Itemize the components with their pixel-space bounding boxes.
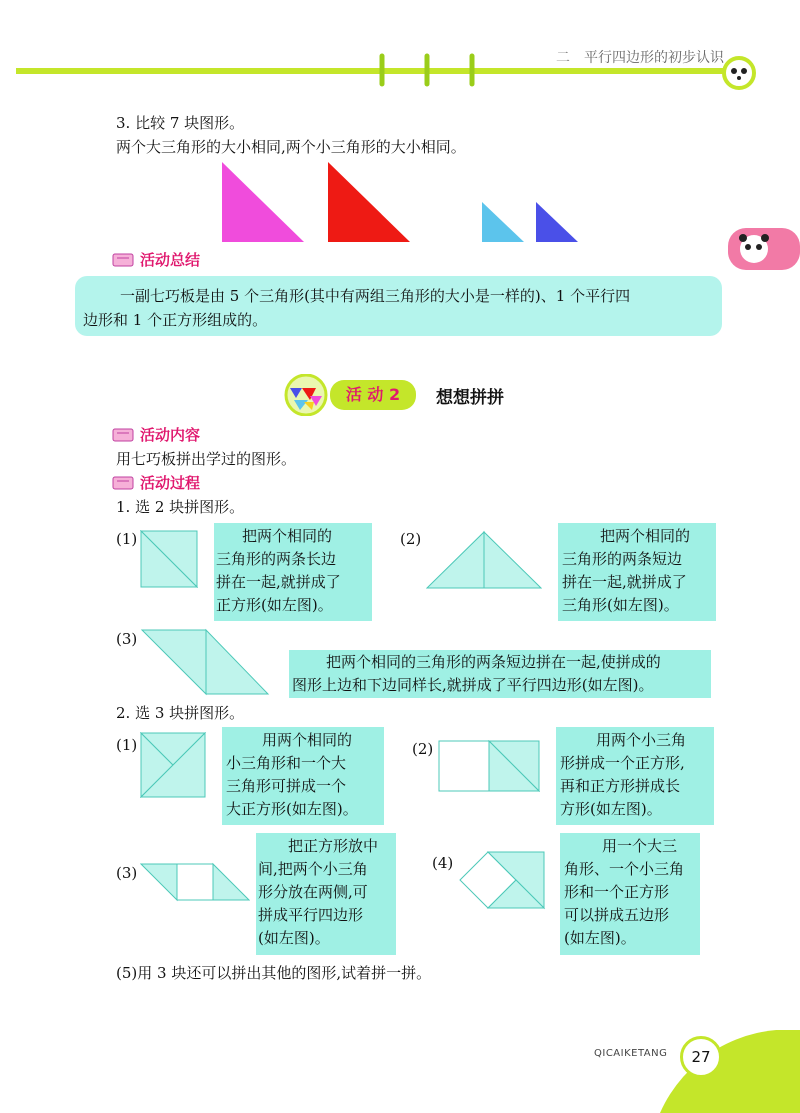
content-text: 用七巧板拼出学过的图形。 bbox=[116, 450, 297, 468]
s2-3-l4: 拼成平行四边形 bbox=[258, 906, 364, 924]
s1-1-l3: 拼在一起,就拼成了 bbox=[216, 573, 341, 591]
s2-3-l3: 形分放在两侧,可 bbox=[258, 883, 368, 901]
s2-2-l4: 方形(如左图)。 bbox=[560, 800, 662, 818]
figure-pentagon bbox=[458, 850, 546, 914]
summary-line2: 边形和 1 个正方形组成的。 bbox=[83, 311, 268, 329]
s2-3-l2: 间,把两个小三角 bbox=[258, 860, 368, 878]
page-number: 27 bbox=[691, 1048, 711, 1066]
s2-4-l4: 可以拼成五边形 bbox=[564, 906, 670, 924]
s1-3-num: (3) bbox=[116, 630, 138, 648]
summary-heading: 活动总结 bbox=[140, 251, 201, 269]
s2-1-l2: 小三角形和一个大 bbox=[226, 754, 347, 772]
s2-1-l3: 三角形可拼成一个 bbox=[226, 777, 347, 795]
small-triangle-blue bbox=[536, 202, 578, 242]
step1-title: 1. 选 2 块拼图形。 bbox=[116, 498, 245, 516]
s2-3-l1: 把正方形放中 bbox=[288, 837, 379, 855]
s2-4-num: (4) bbox=[432, 854, 454, 872]
s2-2-l1: 用两个小三角 bbox=[596, 731, 687, 749]
large-triangle-magenta bbox=[222, 162, 304, 242]
compare-desc: 两个大三角形的大小相同,两个小三角形的大小相同。 bbox=[116, 138, 466, 156]
s2-2-l3: 再和正方形拼成长 bbox=[560, 777, 681, 795]
activity-name: 想想拼拼 bbox=[436, 388, 504, 408]
small-triangle-lightblue bbox=[482, 202, 524, 242]
tangram-triangles bbox=[220, 160, 580, 244]
s2-2-num: (2) bbox=[412, 740, 434, 758]
s2-4-l3: 形和一个正方形 bbox=[564, 883, 670, 901]
s1-1-l2: 三角形的两条长边 bbox=[216, 550, 337, 568]
header-title: 平行四边形的初步认识 bbox=[584, 50, 724, 66]
note-icon bbox=[112, 251, 134, 267]
s2-1-l4: 大正方形(如左图)。 bbox=[226, 800, 358, 818]
s2-4-l1: 用一个大三 bbox=[602, 837, 678, 855]
s1-3-l1: 把两个相同的三角形的两条短边拼在一起,使拼成的 bbox=[326, 653, 661, 671]
s1-2-l1: 把两个相同的 bbox=[600, 527, 691, 545]
s2-1-l1: 用两个相同的 bbox=[262, 731, 353, 749]
s1-2-l2: 三角形的两条短边 bbox=[562, 550, 683, 568]
header-chapter: 二 bbox=[556, 50, 570, 66]
s1-2-l4: 三角形(如左图)。 bbox=[562, 596, 679, 614]
s1-3-l2: 图形上边和下边同样长,就拼成了平行四边形(如左图)。 bbox=[292, 676, 654, 694]
s2-1-num: (1) bbox=[116, 736, 138, 754]
activity-badge bbox=[330, 380, 416, 410]
activity-badge-label: 活 动 2 bbox=[345, 385, 401, 404]
s2-4-l5: (如左图)。 bbox=[564, 929, 636, 947]
figure-square-two-triangles bbox=[140, 530, 198, 588]
figure-big-square-three-triangles bbox=[140, 732, 206, 798]
note-icon bbox=[112, 474, 134, 490]
s2-2-l2: 形拼成一个正方形, bbox=[560, 754, 685, 772]
s2-5-text: (5)用 3 块还可以拼出其他的图形,试着拼一拼。 bbox=[116, 964, 432, 982]
figure-rectangle bbox=[438, 740, 540, 792]
page-number-circle bbox=[680, 1036, 722, 1078]
s1-1-l1: 把两个相同的 bbox=[242, 527, 333, 545]
content-heading: 活动内容 bbox=[140, 426, 201, 444]
s2-4-l2: 角形、一个小三角 bbox=[564, 860, 685, 878]
side-tab-panda-icon bbox=[728, 228, 800, 270]
footer-brand: QICAIKETANG bbox=[594, 1048, 668, 1059]
large-triangle-red bbox=[328, 162, 410, 242]
header-rings bbox=[374, 50, 484, 90]
note-icon bbox=[112, 426, 134, 442]
footer-corner-shape bbox=[640, 1030, 800, 1113]
s1-1-l4: 正方形(如左图)。 bbox=[216, 596, 333, 614]
s1-2-l3: 拼在一起,就拼成了 bbox=[562, 573, 687, 591]
figure-parallelogram-two-triangles bbox=[140, 628, 270, 696]
figure-parallelogram-square bbox=[140, 862, 250, 902]
s1-1-num: (1) bbox=[116, 530, 138, 548]
figure-triangle-two-triangles bbox=[426, 530, 542, 590]
compare-item: 3. 比较 7 块图形。 bbox=[116, 114, 245, 132]
summary-line1: 一副七巧板是由 5 个三角形(其中有两组三角形的大小是一样的)、1 个平行四 bbox=[120, 287, 631, 305]
s2-3-l5: (如左图)。 bbox=[258, 929, 330, 947]
step2-title: 2. 选 3 块拼图形。 bbox=[116, 704, 245, 722]
tangram-logo-icon bbox=[282, 374, 330, 416]
s2-3-num: (3) bbox=[116, 864, 138, 882]
process-heading: 活动过程 bbox=[140, 474, 201, 492]
s1-2-num: (2) bbox=[400, 530, 422, 548]
panda-icon bbox=[722, 56, 756, 90]
